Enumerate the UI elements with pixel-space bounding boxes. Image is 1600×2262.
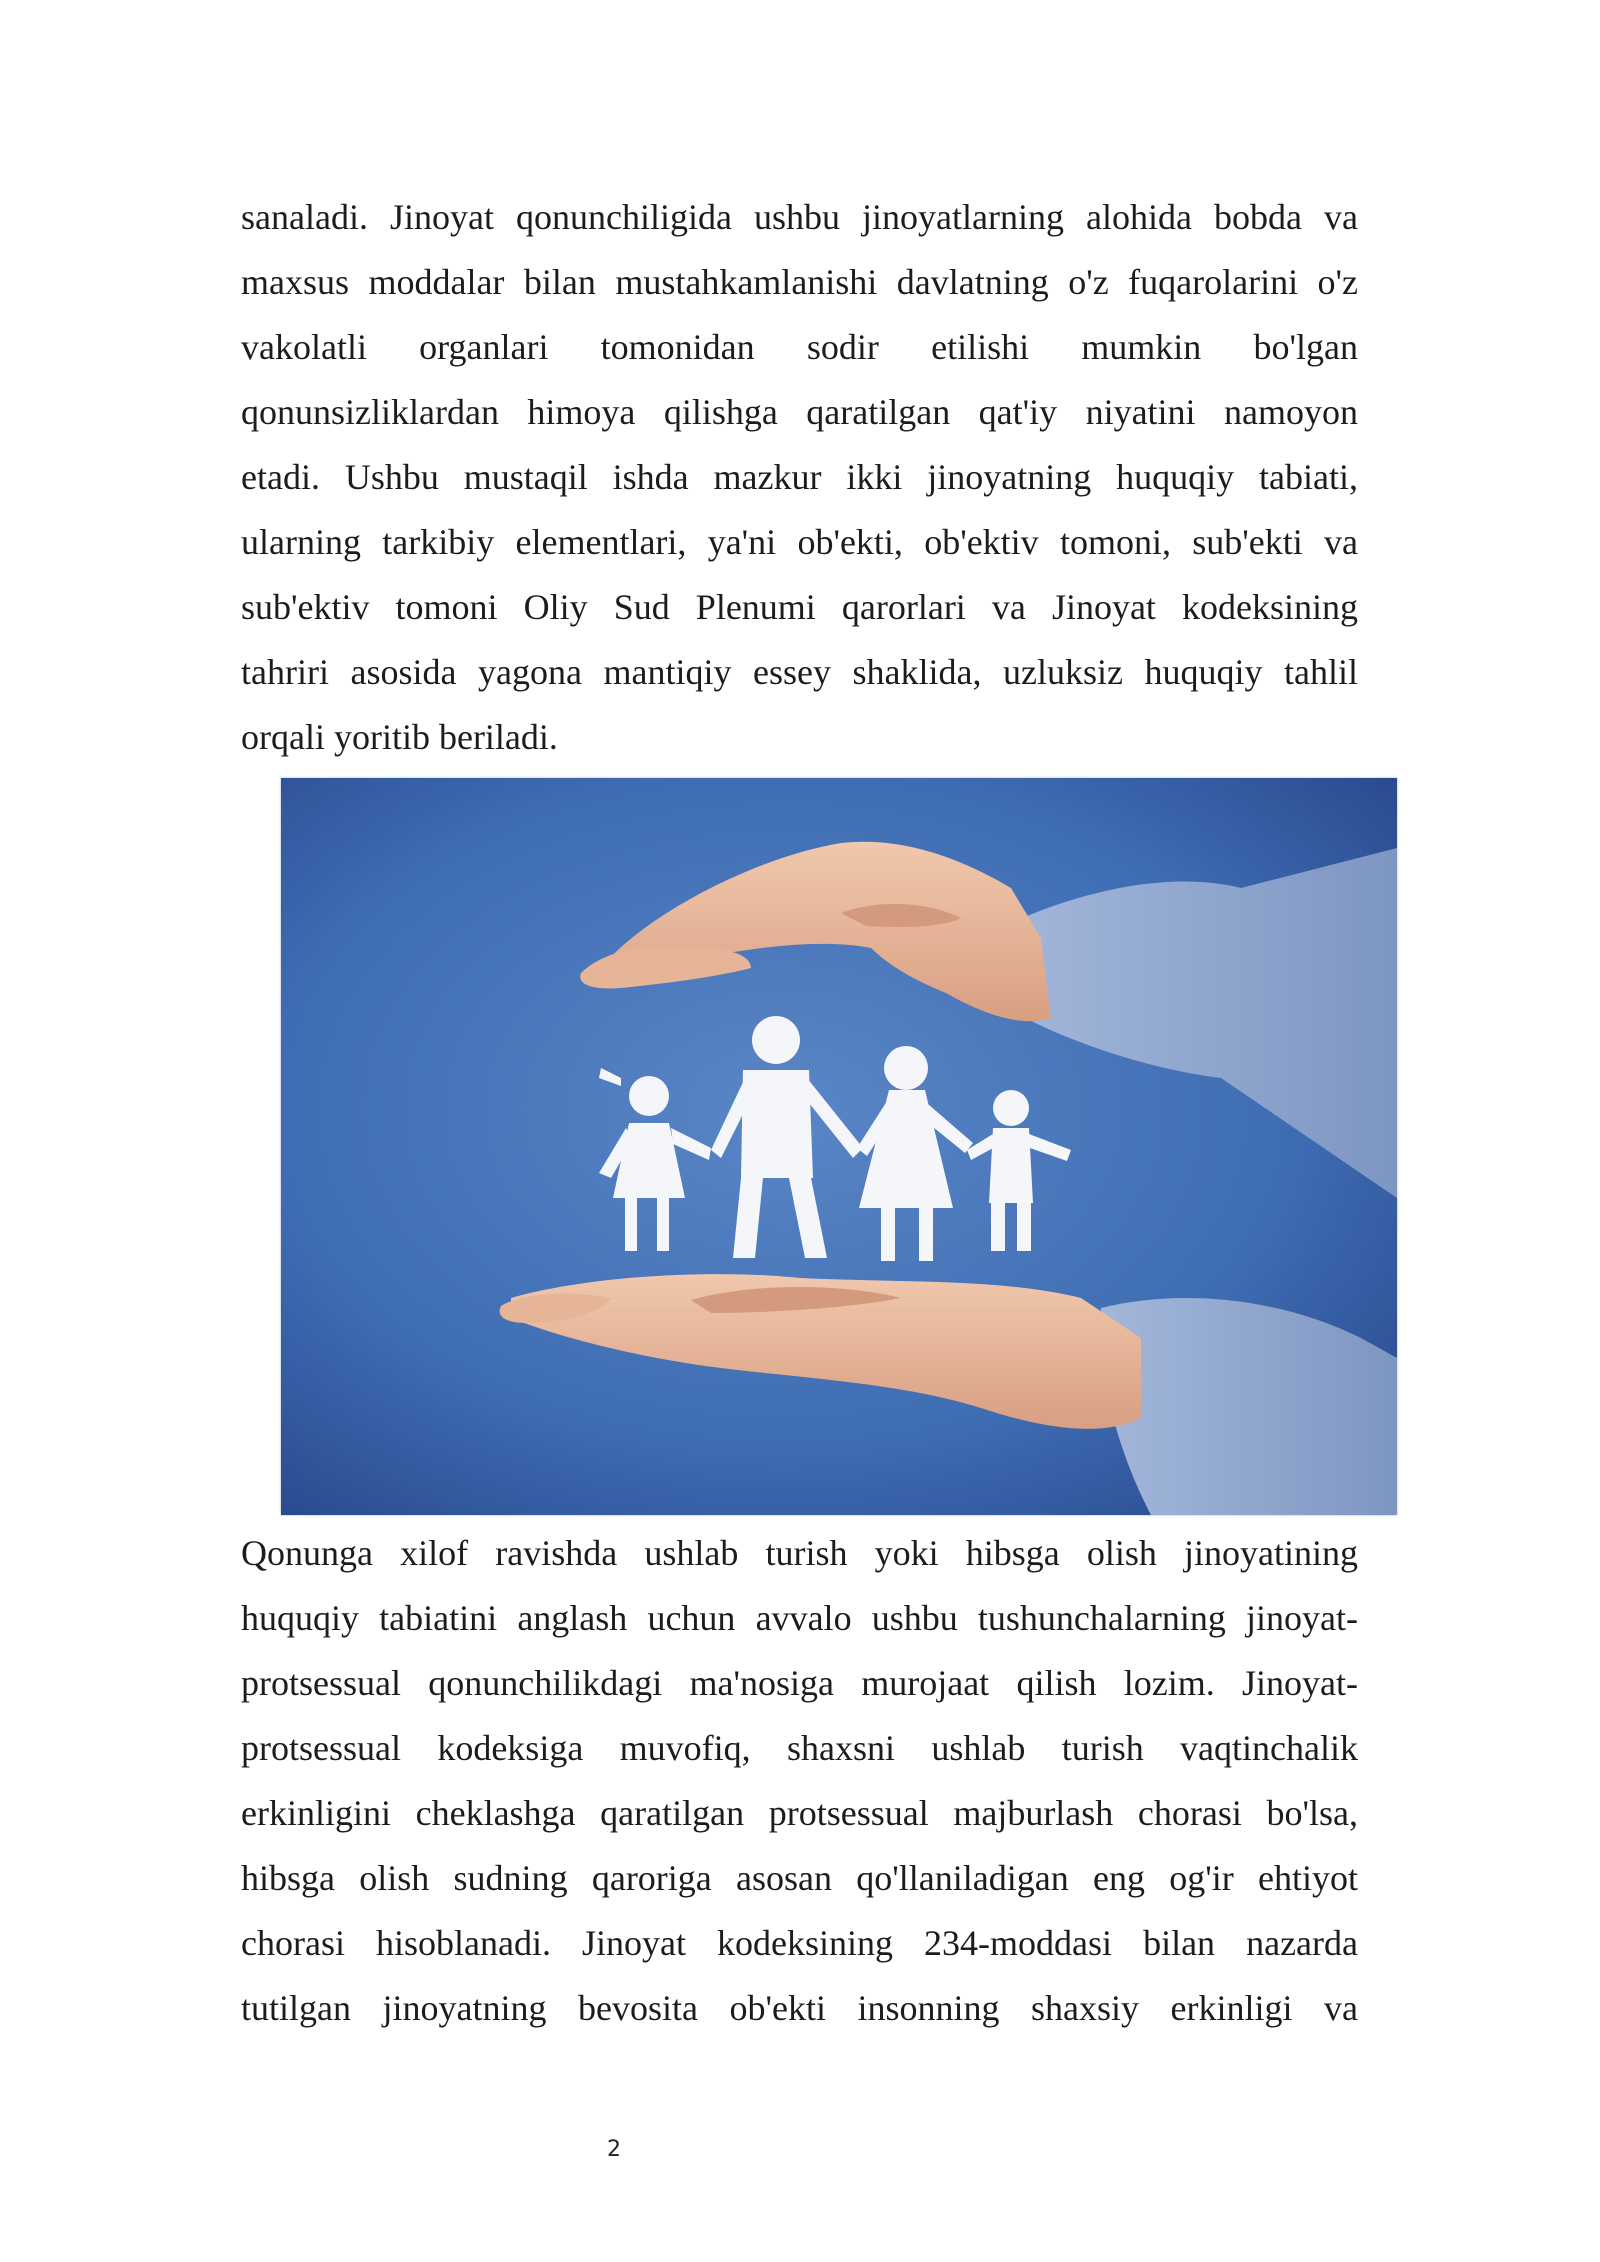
paragraph-2: [241, 1521, 1358, 2041]
text-line: protsessual qonunchilikdagi ma'nosiga murojaat qilish lozim. Jinoyat-: [241, 1663, 1358, 1703]
text-line: sub'ektiv tomoni Oliy Sud Plenumi qarorlari va Jinoyat kodeksining: [241, 587, 1358, 627]
text-line: tutilgan jinoyatning bevosita ob'ekti insonning shaxsiy erkinligi va: [241, 1988, 1358, 2028]
text-line: protsessual kodeksiga muvofiq, shaxsni ushlab turish vaqtinchalik: [241, 1728, 1358, 1768]
text-line: vakolatli organlari tomonidan sodir etilishi mumkin bo'lgan: [241, 327, 1358, 367]
family-protection-photo: [281, 778, 1397, 1515]
text-line: tahriri asosida yagona mantiqiy essey shaklida, uzluksiz huquqiy tahlil: [241, 652, 1358, 692]
paragraph-1: [241, 185, 1358, 770]
text-line: etadi. Ushbu mustaqil ishda mazkur ikki jinoyatning huquqiy tabiati,: [241, 457, 1358, 497]
text-line: huquqiy tabiatini anglash uchun avvalo ushbu tushunchalarning jinoyat-: [241, 1598, 1358, 1638]
text-line: erkinligini cheklashga qaratilgan protsessual majburlash chorasi bo'lsa,: [241, 1793, 1358, 1833]
text-line: qonunsizliklardan himoya qilishga qaratilgan qat'iy niyatini namoyon: [241, 392, 1358, 432]
text-line: sanaladi. Jinoyat qonunchiligida ushbu jinoyatlarning alohida bobda va: [241, 197, 1358, 237]
text-line: chorasi hisoblanadi. Jinoyat kodeksining 234-moddasi bilan nazarda: [241, 1923, 1358, 1963]
text-line: ularning tarkibiy elementlari, ya'ni ob'ekti, ob'ektiv tomoni, sub'ekti va: [241, 522, 1358, 562]
page-number: 2: [607, 2137, 621, 2162]
text-line: hibsga olish sudning qaroriga asosan qo'llaniladigan eng og'ir ehtiyot: [241, 1858, 1358, 1898]
text-line: orqali yoritib beriladi.: [241, 717, 558, 757]
photo-illustration: [281, 778, 1397, 1515]
text-line: maxsus moddalar bilan mustahkamlanishi davlatning o'z fuqarolarini o'z: [241, 262, 1358, 302]
text-line: Qonunga xilof ravishda ushlab turish yoki hibsga olish jinoyatining: [241, 1533, 1358, 1573]
